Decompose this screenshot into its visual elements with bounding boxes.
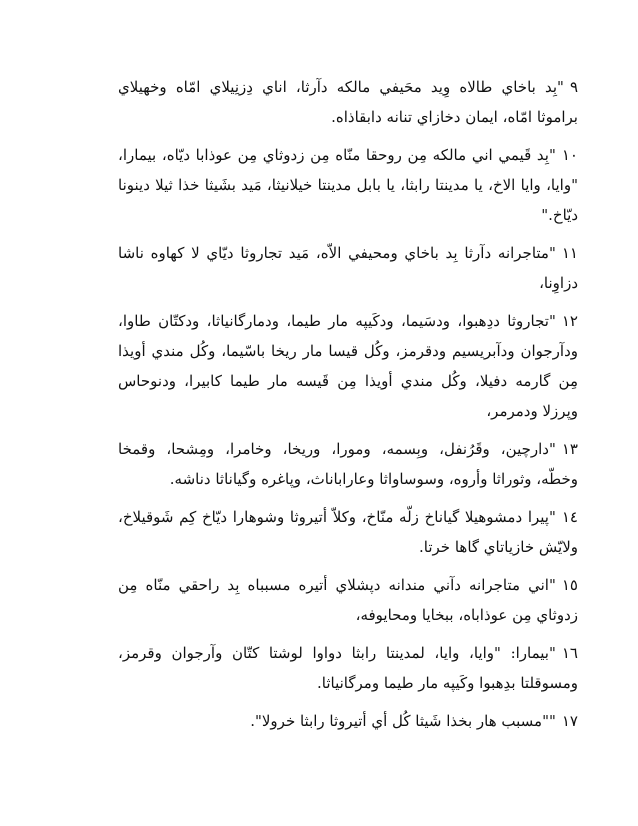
verse-number: ٩ [569,78,578,96]
verse-number: ١٢ [561,312,578,330]
verse-text: "بيمارا: "وايا، وايا، لمدينتا رابثا دواوا لوشتا كتّان وآرجوان وقرمز، ومسوقلتا بدِهبوا وكَيپه مار طيما ومرگانياثا. [118,644,578,692]
verse-text: "اني متاجرانه دآني مندانه دپشلاي أتيره مسبباه بِد راحقي منّاه مِن زدوثاي مِن عوذاباه، ببخايا ومحايوفه، [118,576,578,624]
verse-text: "متاجرانه دآرثا بِد باخاي ومحيفي الاّه، مَيد تجاروثا ديّاي لا كهاوه ناشا دزاوِنا، [118,244,578,292]
verse-number: ١٥ [561,576,578,594]
verse-text: "دارچين، وقَرُنفل، وبِسمه، ومورا، وريخا، وخامرا، ومِشحا، وقمخا وخطّه، وثوراثا وأروه، وسوساواثا وعاراباناث، وپاغره وگياناثا دناشه. [118,440,578,488]
verse-number: ١١ [561,244,578,262]
verse-9 [118,72,578,132]
verse-13 [118,434,578,494]
verse-text: ""مسبب هار بخذا شَيثا كُل أي أتيروثا رابثا خرولا". [250,712,556,730]
verse-number: ١٠ [561,146,578,164]
verse-text: "بِد باخاي طالاه وِيد محَيفي مالكه دآرثا، اناي دِزنِيلاي امّاه وخهيلاي براموثا امّاه، ايمان دخازاي تنانه دابقاذاه. [118,78,578,126]
verse-text: "تجاروثا ددِهبوا، ودسَيما، ودكَيپه مار طيما، ودمارگانياثا، ودكتّان طاوا، ودآرجوان ودآبريسيم ودقرمز، وكُل قيسا مار ريخا باسّيما، وكُل مندي أويذا مِن گارمه دفيلا، وكُل مندي أويذا مِن قَيسه مار طيما كابيرا، ودنوحاس وپرزلا ودمرمر، [118,312,578,420]
verse-10 [118,140,578,230]
verse-12 [118,306,578,426]
verse-14 [118,502,578,562]
verse-number: ١٧ [561,712,578,730]
verse-16 [118,638,578,698]
verse-17 [118,706,578,736]
verse-number: ١٤ [561,508,578,526]
verse-11 [118,238,578,298]
verse-text: "پيرا دمشوهيلا گياناخ زلّه منّاخ، وكلاّ أتيروثا وشوهارا ديّاخ كِم شَوقيلاخ، ولايّش خازياتاي گاها خرتا. [118,508,578,556]
document-page [118,72,578,736]
verse-15 [118,570,578,630]
verse-text: "بِد قَيمي اني مالكه مِن روحقا منّاه مِن زدوثاي مِن عوذابا ديّاه، بيمارا، "وايا، وايا الاخ، يا مدينتا رابثا، يا بابل مدينتا خيلانيثا، مَيد بشَيثا خذا ثيلا دينونا ديّاخ." [118,146,578,224]
verse-number: ١٦ [561,644,578,662]
verse-number: ١٣ [561,440,578,458]
